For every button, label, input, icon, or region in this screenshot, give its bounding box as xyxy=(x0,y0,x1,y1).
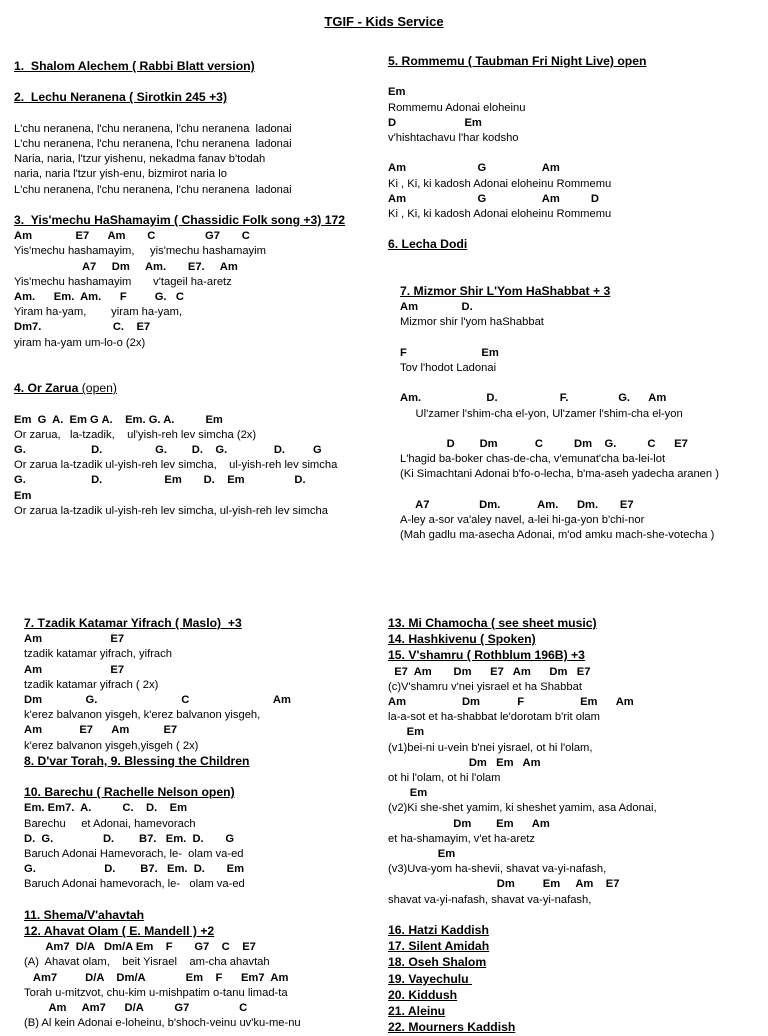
section-heading: 5. Rommemu ( Taubman Fri Night Live) open xyxy=(388,54,647,68)
spacer xyxy=(388,376,766,391)
lyric-line: (B) Al kein Adonai e-loheinu, b'shoch-veinu uv'ku-me-nu xyxy=(24,1017,301,1030)
section-heading: 4. Or Zarua xyxy=(14,381,79,396)
lyric-line: Naria, naria, l'tzur yishenu, nekadma fanav b'todah xyxy=(14,153,266,166)
chord-line: Am. D. F. G. Am xyxy=(400,392,667,405)
chord-line: G. D. B7. Em. D. Em xyxy=(24,863,245,876)
chord-line: Dm G. C Am xyxy=(24,694,291,707)
chord-line: F Em xyxy=(400,346,499,359)
lyric-line: k'erez balvanon yisgeh,yisgeh ( 2x) xyxy=(24,739,199,752)
lyric-line: tzadik katamar yifrach, yifrach xyxy=(24,648,172,661)
heading-line xyxy=(388,616,766,632)
section-heading: 7. Mizmor Shir L'Yom HaShabbat + 3 xyxy=(400,283,611,298)
chord-line: G. D. Em D. Em D. xyxy=(14,474,306,487)
section-heading: 12. Ahavat Olam ( E. Mandell ) +2 xyxy=(24,924,215,939)
heading-line xyxy=(388,1020,766,1036)
chord-line: Am E7 Am C G7 C xyxy=(14,230,250,243)
heading-note: (open) xyxy=(78,381,117,396)
lyric-line: (v1)bei-ni u-vein b'nei yisrael, ot hi l'olam, xyxy=(388,741,593,754)
left-column-bottom xyxy=(24,616,384,1031)
chord-line: Am7 D/A Dm/A Em F G7 C E7 xyxy=(24,941,256,954)
spacer xyxy=(14,107,384,122)
spacer xyxy=(14,397,384,412)
lyric-line: naria, naria l'tzur yish-enu, bizmirot naria lo xyxy=(14,168,227,181)
lyric-line: (v2)Ki she-shet yamim, ki sheshet yamim, asa Adonai, xyxy=(388,802,657,815)
section-heading: 14. Hashkivenu ( Spoken) xyxy=(388,632,536,647)
chord-line: Em xyxy=(388,726,425,739)
lyric-line: shavat va-yi-nafash, shavat va-yi-nafash, xyxy=(388,893,592,906)
chord-line: A7 Dm Am. E7. Am xyxy=(14,260,238,273)
chord-line: Am G Am xyxy=(388,162,560,175)
spacer xyxy=(388,254,766,269)
lyric-line: Baruch Adonai Hamevorach, le- olam va-ed xyxy=(24,848,244,861)
lyric-line: L'hagid ba-boker chas-de-cha, v'emunat'cha ba-lei-lot xyxy=(400,453,666,466)
lyric-line: k'erez balvanon yisgeh, k'erez balvanon yisgeh, xyxy=(24,709,261,722)
lyric-line: A-ley a-sor va'aley navel, a-lei hi-ga-yon b'chi-nor xyxy=(400,513,645,526)
spacer xyxy=(14,351,384,366)
right-column-bottom xyxy=(388,616,766,1036)
lyric-line: (Ki Simachtani Adonai b'fo-o-lecha, b'ma-aseh yadecha aranen ) xyxy=(400,468,719,481)
spacer xyxy=(388,70,766,85)
chord-line: Am E7 Am E7 xyxy=(24,724,178,737)
section-heading: 22. Mourners Kaddish xyxy=(388,1020,516,1035)
heading-line xyxy=(388,955,766,971)
section-heading: 7. Tzadik Katamar Yifrach ( Maslo) +3 xyxy=(24,616,242,630)
chord-line: D Dm C Dm G. C E7 xyxy=(400,437,688,450)
section-heading: 1. Shalom Alechem ( Rabbi Blatt version) xyxy=(14,59,255,73)
chord-line: Am E7 xyxy=(24,633,125,646)
lyric-line: Ki , Ki, ki kadosh Adonai eloheinu Rommemu xyxy=(388,177,612,190)
lyric-line: Or zarua la-tzadik ul-yish-reh lev simcha, ul-yish-reh lev simcha xyxy=(14,504,328,517)
heading-line xyxy=(388,284,766,300)
lyric-line: L'chu neranena, l'chu neranena, l'chu neranena ladonai xyxy=(14,137,292,150)
right-column-top xyxy=(388,54,766,543)
chord-line: Am. Em. Am. F G. C xyxy=(14,291,184,303)
lyric-line: Ki , Ki, ki kadosh Adonai eloheinu Rommemu xyxy=(388,208,612,220)
chord-line: Am G Am D xyxy=(388,192,599,205)
spacer xyxy=(388,483,766,498)
section-heading: 3. Yis'mechu HaShamayim ( Chassidic Folk song +3) 172 xyxy=(14,212,346,227)
heading-line xyxy=(388,939,766,955)
heading-line xyxy=(388,988,766,1004)
section-heading: 16. Hatzi Kaddish xyxy=(388,923,489,938)
heading-line xyxy=(24,908,384,924)
chord-line: A7 Dm. Am. Dm. E7 xyxy=(400,498,634,511)
chord-line: Am Am7 D/A G7 C xyxy=(24,1002,248,1015)
lyric-line: Torah u-mitzvot, chu-kim u-mishpatim o-tanu limad-ta xyxy=(24,986,288,999)
heading-line xyxy=(14,381,384,397)
spacer xyxy=(388,908,766,923)
chord-line: Dm7. C. E7 xyxy=(14,321,151,334)
lyric-line: Yis'mechu hashamayim v'tageil ha-aretz xyxy=(14,275,232,288)
lyric-line: Rommemu Adonai eloheinu xyxy=(388,101,526,114)
heading-line xyxy=(14,90,384,106)
lyric-line: L'chu neranena, l'chu neranena, l'chu neranena ladonai xyxy=(14,183,292,196)
chord-line: D Em xyxy=(388,116,482,129)
heading-line xyxy=(388,54,766,70)
spacer xyxy=(24,893,384,908)
chord-line: Dm Em Am xyxy=(388,756,541,769)
heading-line xyxy=(24,924,384,940)
section-heading: 18. Oseh Shalom xyxy=(388,955,487,970)
section-heading: 11. Shema/V'ahavtah xyxy=(24,907,145,922)
chord-line: Em. Em7. A. C. D. Em xyxy=(24,802,188,815)
heading-line xyxy=(388,1004,766,1020)
chord-line: D. G. D. B7. Em. D. G xyxy=(24,832,235,845)
lyric-line: Tov l'hodot Ladonai xyxy=(400,361,497,374)
section-heading: 19. Vayechulu xyxy=(388,971,473,986)
chord-line: Em G A. Em G A. Em. G. A. Em xyxy=(14,413,223,426)
heading-line xyxy=(14,213,384,229)
section-heading: 2. Lechu Neranena ( Sirotkin 245 +3) xyxy=(14,90,228,105)
lyric-line: Barechu et Adonai, hamevorach xyxy=(24,817,196,830)
lyric-line: Or zarua la-tzadik ul-yish-reh lev simcha, ul-yish-reh lev simcha xyxy=(14,459,338,472)
lyric-line: Yiram ha-yam, yiram ha-yam, xyxy=(14,306,183,319)
lyric-line: et ha-shamayim, v'et ha-aretz xyxy=(388,832,536,845)
lyric-line: Baruch Adonai hamevorach, le- olam va-ed xyxy=(24,878,245,891)
lyric-line: L'chu neranena, l'chu neranena, l'chu neranena ladonai xyxy=(14,122,292,135)
spacer xyxy=(14,75,384,90)
lyric-line: Ul'zamer l'shim-cha el-yon, Ul'zamer l'shim-cha el-yon xyxy=(400,407,683,420)
chord-line: Em xyxy=(388,86,406,99)
spacer xyxy=(388,222,766,237)
chord-line: Am E7 xyxy=(24,663,125,676)
chord-line: Dm Em Am E7 xyxy=(388,878,620,891)
chord-line: E7 Am Dm E7 Am Dm E7 xyxy=(388,665,591,678)
section-heading: 17. Silent Amidah xyxy=(388,939,490,954)
heading-line xyxy=(388,632,766,648)
chord-line: Em xyxy=(14,489,32,502)
section-heading: 21. Aleinu xyxy=(388,1004,446,1019)
lyric-line: (c)V'shamru v'nei yisrael et ha Shabbat xyxy=(388,680,582,693)
lyric-line: la-a-sot et ha-shabbat le'dorotam b'rit olam xyxy=(388,711,600,724)
spacer xyxy=(388,146,766,161)
lyric-line: yiram ha-yam um-lo-o (2x) xyxy=(14,336,146,349)
lyric-line: (A) Ahavat olam, beit Yisrael am-cha ahavtah xyxy=(24,956,270,969)
page-title: TGIF - Kids Service xyxy=(324,14,444,29)
heading-line xyxy=(388,648,766,664)
heading-line xyxy=(388,972,766,988)
chord-line: G. D. G. D. G. D. G xyxy=(14,443,322,456)
spacer xyxy=(14,366,384,381)
heading-line xyxy=(24,616,384,632)
lyric-line: ot hi l'olam, ot hi l'olam xyxy=(388,772,501,785)
heading-line xyxy=(388,923,766,939)
section-heading: 13. Mi Chamocha ( see sheet music) xyxy=(388,616,597,630)
heading-line xyxy=(24,785,384,801)
heading-line xyxy=(388,237,766,253)
section-heading: 15. V'shamru ( Rothblum 196B) +3 xyxy=(388,648,585,663)
chord-line: Dm Em Am xyxy=(388,817,550,830)
lyric-line: v'hishtachavu l'har kodsho xyxy=(388,132,519,144)
section-heading: 20. Kiddush xyxy=(388,987,458,1002)
lyric-line: Mizmor shir l'yom haShabbat xyxy=(400,316,544,329)
lyric-line: Or zarua, la-tzadik, ul'yish-reh lev simcha (2x) xyxy=(14,428,257,441)
chord-line: Am Dm F Em Am xyxy=(388,696,634,709)
section-heading: 6. Lecha Dodi xyxy=(388,237,468,252)
spacer xyxy=(24,770,384,785)
lyric-line: tzadik katamar yifrach ( 2x) xyxy=(24,678,159,691)
spacer xyxy=(388,422,766,437)
heading-line xyxy=(24,754,384,770)
spacer xyxy=(388,269,766,284)
lyric-line: (Mah gadlu ma-asecha Adonai, m'od amku mach-she-votecha ) xyxy=(400,529,715,542)
lyric-line: (v3)Uva-yom ha-shevii, shavat va-yi-nafash, xyxy=(388,863,607,876)
chord-line: Em xyxy=(388,787,428,800)
lyric-line: Yis'mechu hashamayim, yis'mechu hashamayim xyxy=(14,245,266,258)
left-column-top xyxy=(14,59,384,519)
section-heading: 10. Barechu ( Rachelle Nelson open) xyxy=(24,785,235,800)
spacer xyxy=(388,331,766,346)
heading-line xyxy=(14,59,384,75)
chord-line: Em xyxy=(388,848,456,861)
chord-line: Am7 D/A Dm/A Em F Em7 Am xyxy=(24,971,289,984)
section-heading: 8. D'var Torah, 9. Blessing the Children xyxy=(24,753,250,768)
chord-line: Am D. xyxy=(400,301,473,314)
spacer xyxy=(14,198,384,213)
